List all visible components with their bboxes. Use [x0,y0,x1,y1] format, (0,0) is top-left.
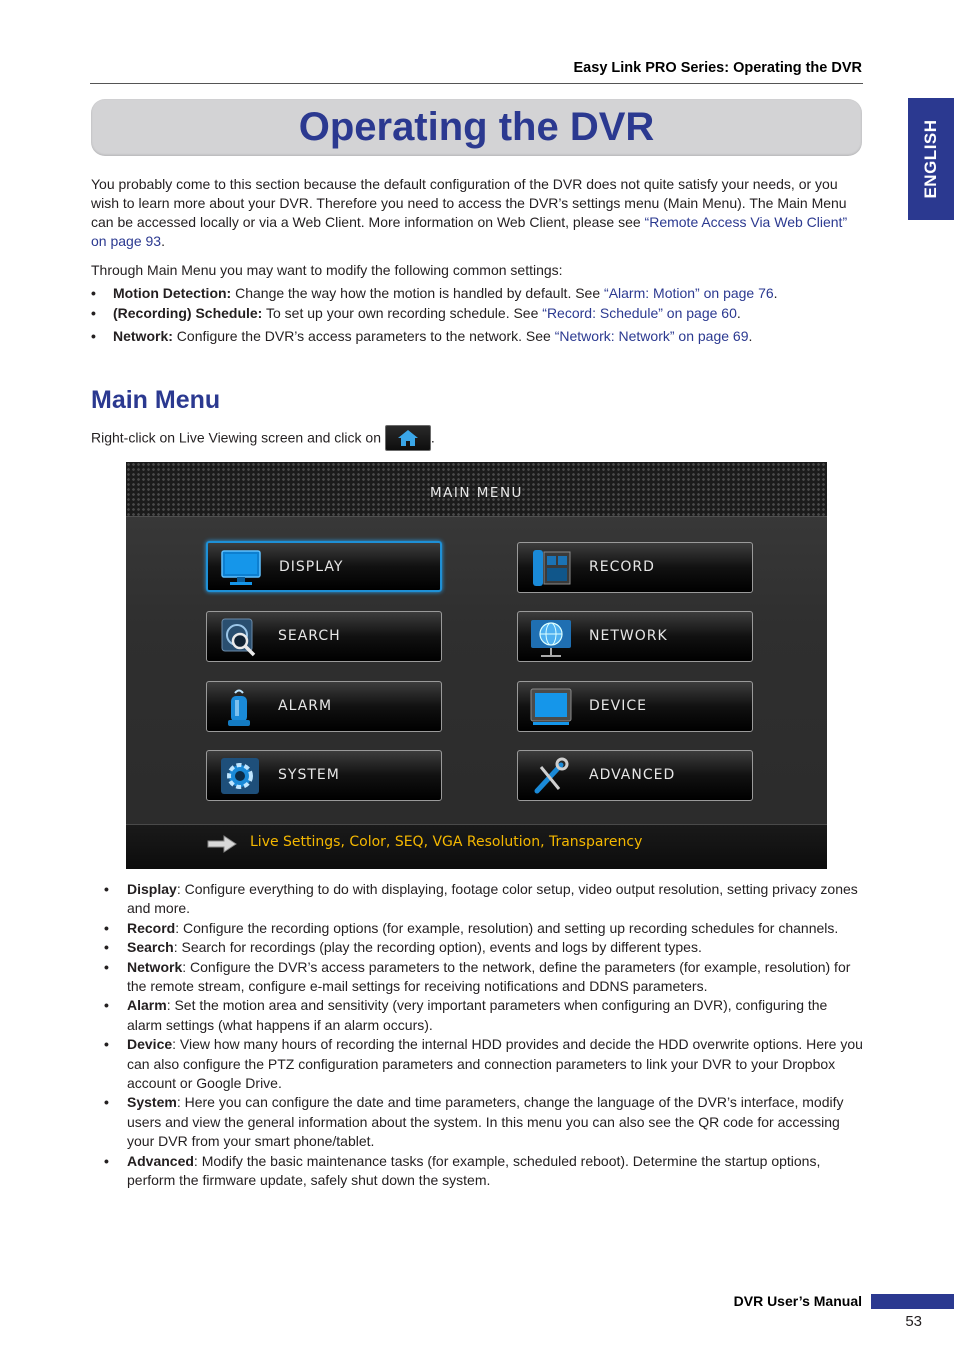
device-screen-icon [529,686,573,728]
dvr-menu-header [126,462,827,517]
system-label: SYSTEM [278,767,340,783]
item-term: (Recording) Schedule: [113,305,263,321]
item-end: . [736,305,741,321]
item-term: Record [127,919,176,936]
intro-text: You probably come to this section because the default configuration of the DVR does not quite satisfy your needs, or you wish to learn more about your DVR. Therefore you need to access the DVR’s settings menu (Main Menu). The Main Menu can be accessed locally or via a Web Client. More information on Web Client, please see [91,176,847,230]
instruction-text: Right-click on Live Viewing screen and click on [91,429,381,446]
section-heading: Main Menu [91,386,221,414]
item-text: : Modify the basic maintenance tasks (for example, scheduled reboot). Determine the startup options, perform the firmware update, safely shut down the system. [127,1152,821,1189]
item-term: Advanced [127,1152,194,1169]
list-item [104,938,864,957]
item-text: : Configure the recording options (for example, resolution) and setting up recording schedules for channels. [175,919,839,936]
main-menu-instruction [91,426,861,452]
alarm-label: ALARM [278,698,333,714]
item-term: System [127,1094,177,1111]
list-item [104,1035,864,1093]
globe-network-icon [529,616,573,658]
common-settings-lead: Through Main Menu you may want to modify the following common settings: [91,262,563,278]
footer-manual-title: DVR User’s Manual [733,1293,862,1309]
display-label: DISPLAY [279,559,344,575]
item-term: Device [127,1036,173,1053]
list-item [91,284,861,303]
search-label: SEARCH [278,628,341,644]
header-rule [90,83,863,84]
list-item [104,958,864,997]
alarm-siren-icon [218,686,262,728]
device-button[interactable] [517,681,753,732]
alarm-motion-link[interactable]: “Alarm: Motion” on page 76 [604,285,774,301]
system-button[interactable] [206,750,442,801]
running-header: Easy Link PRO Series: Operating the DVR [573,60,862,76]
list-item [104,880,864,919]
page-number: 53 [905,1313,922,1330]
menu-descriptions-list [104,880,864,1191]
search-disk-icon [218,616,262,658]
item-term: Display [127,881,177,897]
footer-bar [871,1294,954,1309]
list-item [91,304,861,323]
language-tab-label: ENGLISH [921,119,940,199]
common-settings-list [91,284,861,346]
item-text: To set up your own recording schedule. See [262,305,543,321]
dvr-menu-title: MAIN MENU [430,485,523,501]
home-icon [385,425,431,451]
item-term: Alarm [127,997,167,1014]
record-icon [529,547,573,589]
network-network-link[interactable]: “Network: Network” on page 69 [554,328,749,344]
item-term: Network: [113,328,173,344]
item-text: : Set the motion area and sensitivity (very important parameters when configuring an DVR), configuring the alarm settings (what happens if an alarm occurs). [127,997,828,1033]
alarm-button[interactable] [206,681,442,732]
arrow-right-icon [206,834,238,854]
network-button[interactable] [517,611,753,662]
language-tab [908,98,954,220]
item-text: : Configure the DVR’s access parameters to the network, define the parameters (for example, resolution) for the remote stream, configure e-mail settings for receiving notifications and DDNS parameters. [127,958,851,995]
page-title: Operating the DVR [298,105,655,149]
item-term: Network [127,958,183,975]
item-end: . [748,328,753,344]
system-gear-icon [218,755,262,797]
record-label: RECORD [589,559,655,575]
item-term: Search [127,939,174,956]
monitor-icon [219,547,263,589]
title-banner [91,99,862,156]
dvr-hint-bar [126,824,827,869]
item-text: : Configure everything to do with displaying, footage color setup, video output resolution, setting privacy zones and more. [127,881,858,917]
advanced-button[interactable] [517,750,753,801]
list-item [91,327,861,346]
item-end: . [773,285,778,301]
display-button[interactable] [206,541,442,592]
intro-paragraph [91,175,861,251]
list-item [104,919,864,938]
device-label: DEVICE [589,698,647,714]
network-label: NETWORK [589,628,668,644]
dvr-main-menu-screen [126,462,827,869]
item-text: Change the way how the motion is handled by default. See [231,285,605,301]
intro-end: . [161,233,165,249]
list-item [104,996,864,1035]
list-item [104,1152,864,1191]
remote-access-link[interactable]: “Remote Access Via Web Client” on page 93 [91,214,848,249]
item-text: : View how many hours of recording the internal HDD provides and decide the HDD overwrite options. Here you can also configure the PTZ configuration parameters and connection parameters to link your DVR to your Dropbox account or Google Drive. [127,1036,863,1092]
dvr-hint-text: Live Settings, Color, SEQ, VGA Resolution, Transparency [250,834,643,850]
advanced-label: ADVANCED [589,767,676,783]
item-text: : Here you can configure the date and time parameters, change the language of the DVR’s interface, modify users and view the general information about the system. In this menu you can also see the QR code for accessing your DVR from your smart phone/tablet. [127,1094,844,1150]
item-text: : Search for recordings (play the recording option), events and logs by different types. [173,939,702,956]
search-button[interactable] [206,611,442,662]
record-button[interactable] [517,542,753,593]
list-item [104,1093,864,1151]
tools-icon [529,755,573,797]
item-text: Configure the DVR’s access parameters to the network. See [172,328,555,344]
record-schedule-link[interactable]: “Record: Schedule” on page 60 [542,305,737,321]
instruction-end: . [430,429,435,446]
item-term: Motion Detection: [113,285,232,301]
